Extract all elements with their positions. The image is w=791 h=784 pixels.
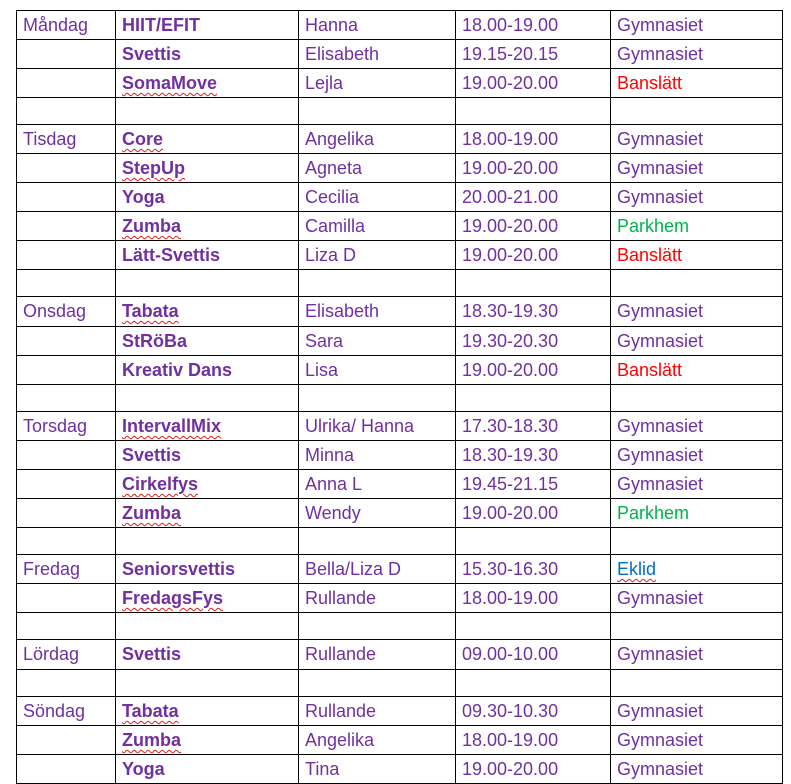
day-cell xyxy=(17,98,116,125)
leader-text: Sara xyxy=(305,331,344,351)
time-cell xyxy=(456,297,611,327)
day-cell xyxy=(17,154,116,183)
schedule-row xyxy=(17,613,783,640)
time-text: 19.00-20.00 xyxy=(462,759,559,779)
time-cell xyxy=(456,98,611,125)
day-cell xyxy=(17,412,116,441)
place-cell xyxy=(611,385,783,412)
schedule-row xyxy=(17,212,783,241)
day-cell xyxy=(17,697,116,726)
time-cell xyxy=(456,726,611,755)
activity-cell xyxy=(116,470,299,499)
activity-text: Seniorsvettis xyxy=(122,559,236,579)
leader-cell xyxy=(299,670,456,697)
schedule-row xyxy=(17,697,783,726)
place-text: Gymnasiet xyxy=(617,187,704,207)
time-cell xyxy=(456,555,611,584)
place-cell xyxy=(611,270,783,297)
place-text: Gymnasiet xyxy=(617,129,704,149)
activity-cell xyxy=(116,528,299,555)
activity-cell xyxy=(116,327,299,356)
schedule-row xyxy=(17,499,783,528)
place-cell xyxy=(611,441,783,470)
activity-text: Cirkelfys xyxy=(122,474,199,494)
day-cell xyxy=(17,640,116,670)
leader-cell xyxy=(299,697,456,726)
day-cell xyxy=(17,212,116,241)
activity-text: HIIT/EFIT xyxy=(122,15,200,35)
day-cell xyxy=(17,755,116,784)
time-cell xyxy=(456,613,611,640)
activity-cell xyxy=(116,69,299,98)
day-cell xyxy=(17,385,116,412)
schedule-row xyxy=(17,441,783,470)
day-cell xyxy=(17,69,116,98)
activity-text: Zumba xyxy=(122,503,182,523)
activity-cell xyxy=(116,125,299,154)
time-text: 18.00-19.00 xyxy=(462,588,559,608)
leader-cell xyxy=(299,241,456,270)
schedule-row xyxy=(17,528,783,555)
activity-cell xyxy=(116,241,299,270)
place-cell xyxy=(611,697,783,726)
leader-text: Rullande xyxy=(305,644,377,664)
leader-text: Rullande xyxy=(305,701,377,721)
time-text: 19.00-20.00 xyxy=(462,73,559,93)
place-cell xyxy=(611,755,783,784)
time-text: 17.30-18.30 xyxy=(462,416,559,436)
time-text: 19.00-20.00 xyxy=(462,503,559,523)
activity-cell xyxy=(116,613,299,640)
activity-cell xyxy=(116,183,299,212)
activity-cell xyxy=(116,697,299,726)
leader-text: Minna xyxy=(305,445,355,465)
activity-cell xyxy=(116,385,299,412)
schedule-row xyxy=(17,154,783,183)
time-text: 18.00-19.00 xyxy=(462,730,559,750)
place-text: Gymnasiet xyxy=(617,730,704,750)
activity-cell xyxy=(116,726,299,755)
day-cell xyxy=(17,356,116,385)
time-cell xyxy=(456,11,611,40)
leader-cell xyxy=(299,11,456,40)
day-cell xyxy=(17,125,116,154)
place-cell xyxy=(611,98,783,125)
leader-cell xyxy=(299,154,456,183)
schedule-row xyxy=(17,183,783,212)
leader-text: Agneta xyxy=(305,158,363,178)
day-cell xyxy=(17,40,116,69)
schedule-row xyxy=(17,270,783,297)
schedule-row xyxy=(17,385,783,412)
time-cell xyxy=(456,584,611,613)
leader-text: Rullande xyxy=(305,588,377,608)
leader-cell xyxy=(299,470,456,499)
leader-text: Cecilia xyxy=(305,187,360,207)
place-text: Parkhem xyxy=(617,503,690,523)
place-text: Gymnasiet xyxy=(617,445,704,465)
leader-cell xyxy=(299,385,456,412)
leader-cell xyxy=(299,356,456,385)
leader-text: Ulrika/ Hanna xyxy=(305,416,415,436)
time-cell xyxy=(456,125,611,154)
place-text: Parkhem xyxy=(617,216,690,236)
place-cell xyxy=(611,499,783,528)
leader-cell xyxy=(299,555,456,584)
activity-cell xyxy=(116,755,299,784)
activity-text: Yoga xyxy=(122,759,165,779)
place-cell xyxy=(611,470,783,499)
time-text: 19.30-20.30 xyxy=(462,331,559,351)
day-text: Måndag xyxy=(23,15,89,35)
place-cell xyxy=(611,69,783,98)
activity-text: Svettis xyxy=(122,44,182,64)
leader-text: Angelika xyxy=(305,730,375,750)
time-cell xyxy=(456,470,611,499)
time-text: 19.00-20.00 xyxy=(462,216,559,236)
activity-cell xyxy=(116,670,299,697)
schedule-row xyxy=(17,11,783,40)
activity-text: Tabata xyxy=(122,701,179,721)
time-cell xyxy=(456,697,611,726)
leader-cell xyxy=(299,441,456,470)
activity-cell xyxy=(116,40,299,69)
place-cell xyxy=(611,125,783,154)
day-cell xyxy=(17,499,116,528)
activity-text: StRöBa xyxy=(122,331,188,351)
day-cell xyxy=(17,441,116,470)
place-text: Gymnasiet xyxy=(617,474,704,494)
leader-text: Bella/Liza D xyxy=(305,559,402,579)
activity-cell xyxy=(116,98,299,125)
leader-cell xyxy=(299,613,456,640)
day-cell xyxy=(17,470,116,499)
schedule-row xyxy=(17,241,783,270)
activity-cell xyxy=(116,584,299,613)
time-text: 19.00-20.00 xyxy=(462,360,559,380)
place-text: Banslätt xyxy=(617,245,683,265)
leader-text: Elisabeth xyxy=(305,301,380,321)
place-text: Gymnasiet xyxy=(617,644,704,664)
leader-cell xyxy=(299,327,456,356)
place-cell xyxy=(611,528,783,555)
place-cell xyxy=(611,613,783,640)
place-text: Gymnasiet xyxy=(617,588,704,608)
activity-cell xyxy=(116,212,299,241)
time-text: 19.00-20.00 xyxy=(462,158,559,178)
leader-text: Lisa xyxy=(305,360,339,380)
leader-cell xyxy=(299,212,456,241)
activity-text: SomaMove xyxy=(122,73,218,93)
leader-cell xyxy=(299,528,456,555)
leader-cell xyxy=(299,183,456,212)
leader-text: Hanna xyxy=(305,15,359,35)
day-text: Fredag xyxy=(23,559,81,579)
activity-text: Lätt-Svettis xyxy=(122,245,221,265)
place-text: Gymnasiet xyxy=(617,759,704,779)
time-text: 20.00-21.00 xyxy=(462,187,559,207)
leader-cell xyxy=(299,499,456,528)
activity-cell xyxy=(116,297,299,327)
leader-cell xyxy=(299,98,456,125)
activity-cell xyxy=(116,555,299,584)
activity-text: StepUp xyxy=(122,158,185,178)
activity-text: Zumba xyxy=(122,730,182,750)
activity-cell xyxy=(116,499,299,528)
day-cell xyxy=(17,327,116,356)
leader-cell xyxy=(299,412,456,441)
schedule-row xyxy=(17,327,783,356)
schedule-row xyxy=(17,356,783,385)
place-cell xyxy=(611,327,783,356)
place-text: Gymnasiet xyxy=(617,701,704,721)
leader-text: Wendy xyxy=(305,503,361,523)
time-text: 18.30-19.30 xyxy=(462,445,559,465)
place-cell xyxy=(611,212,783,241)
leader-cell xyxy=(299,40,456,69)
schedule-row xyxy=(17,584,783,613)
place-cell xyxy=(611,640,783,670)
leader-text: Tina xyxy=(305,759,340,779)
place-text: Gymnasiet xyxy=(617,416,704,436)
place-cell xyxy=(611,11,783,40)
leader-cell xyxy=(299,69,456,98)
day-cell xyxy=(17,584,116,613)
place-text: Gymnasiet xyxy=(617,44,704,64)
time-text: 18.00-19.00 xyxy=(462,129,559,149)
place-cell xyxy=(611,356,783,385)
schedule-row xyxy=(17,297,783,327)
leader-text: Angelika xyxy=(305,129,375,149)
leader-cell xyxy=(299,584,456,613)
time-cell xyxy=(456,183,611,212)
activity-text: Tabata xyxy=(122,301,179,321)
leader-cell xyxy=(299,726,456,755)
activity-cell xyxy=(116,640,299,670)
time-cell xyxy=(456,212,611,241)
schedule-row xyxy=(17,726,783,755)
time-text: 15.30-16.30 xyxy=(462,559,559,579)
place-text: Eklid xyxy=(617,559,657,579)
activity-cell xyxy=(116,412,299,441)
leader-text: Anna L xyxy=(305,474,363,494)
day-cell xyxy=(17,11,116,40)
time-cell xyxy=(456,528,611,555)
day-text: Torsdag xyxy=(23,416,88,436)
activity-cell xyxy=(116,356,299,385)
time-cell xyxy=(456,356,611,385)
time-cell xyxy=(456,40,611,69)
place-cell xyxy=(611,584,783,613)
day-cell xyxy=(17,555,116,584)
day-text: Lördag xyxy=(23,644,80,664)
place-cell xyxy=(611,154,783,183)
day-cell xyxy=(17,726,116,755)
schedule-row xyxy=(17,98,783,125)
leader-cell xyxy=(299,755,456,784)
schedule-row xyxy=(17,755,783,784)
place-cell xyxy=(611,297,783,327)
day-cell xyxy=(17,270,116,297)
time-text: 18.00-19.00 xyxy=(462,15,559,35)
schedule-table xyxy=(16,10,783,784)
activity-cell xyxy=(116,11,299,40)
time-cell xyxy=(456,241,611,270)
day-cell xyxy=(17,613,116,640)
leader-cell xyxy=(299,270,456,297)
time-text: 19.15-20.15 xyxy=(462,44,559,64)
activity-text: FredagsFys xyxy=(122,588,224,608)
place-cell xyxy=(611,40,783,69)
activity-cell xyxy=(116,441,299,470)
time-cell xyxy=(456,270,611,297)
place-text: Banslätt xyxy=(617,360,683,380)
schedule-row xyxy=(17,470,783,499)
day-cell xyxy=(17,528,116,555)
schedule-row xyxy=(17,125,783,154)
time-text: 18.30-19.30 xyxy=(462,301,559,321)
leader-cell xyxy=(299,640,456,670)
time-text: 19.00-20.00 xyxy=(462,245,559,265)
time-text: 19.45-21.15 xyxy=(462,474,559,494)
leader-text: Elisabeth xyxy=(305,44,380,64)
day-cell xyxy=(17,297,116,327)
activity-text: Yoga xyxy=(122,187,165,207)
day-cell xyxy=(17,670,116,697)
time-cell xyxy=(456,755,611,784)
day-text: Onsdag xyxy=(23,301,87,321)
schedule-row xyxy=(17,412,783,441)
time-cell xyxy=(456,69,611,98)
activity-text: Svettis xyxy=(122,445,182,465)
activity-cell xyxy=(116,154,299,183)
place-text: Gymnasiet xyxy=(617,331,704,351)
leader-text: Lejla xyxy=(305,73,344,93)
leader-cell xyxy=(299,125,456,154)
activity-text: Core xyxy=(122,129,164,149)
day-cell xyxy=(17,241,116,270)
time-cell xyxy=(456,412,611,441)
place-cell xyxy=(611,726,783,755)
day-cell xyxy=(17,183,116,212)
time-cell xyxy=(456,670,611,697)
time-text: 09.30-10.30 xyxy=(462,701,559,721)
time-cell xyxy=(456,385,611,412)
place-text: Gymnasiet xyxy=(617,15,704,35)
place-cell xyxy=(611,183,783,212)
time-cell xyxy=(456,499,611,528)
place-text: Banslätt xyxy=(617,73,683,93)
place-cell xyxy=(611,670,783,697)
activity-text: Kreativ Dans xyxy=(122,360,233,380)
leader-cell xyxy=(299,297,456,327)
time-cell xyxy=(456,154,611,183)
schedule-body xyxy=(17,11,783,784)
schedule-row xyxy=(17,555,783,584)
day-text: Tisdag xyxy=(23,129,77,149)
schedule-row xyxy=(17,40,783,69)
day-text: Söndag xyxy=(23,701,86,721)
schedule-row xyxy=(17,640,783,670)
leader-text: Liza D xyxy=(305,245,357,265)
time-cell xyxy=(456,441,611,470)
schedule-row xyxy=(17,69,783,98)
place-cell xyxy=(611,555,783,584)
time-cell xyxy=(456,327,611,356)
place-cell xyxy=(611,241,783,270)
place-cell xyxy=(611,412,783,441)
leader-text: Camilla xyxy=(305,216,366,236)
time-text: 09.00-10.00 xyxy=(462,644,559,664)
activity-text: Zumba xyxy=(122,216,182,236)
time-cell xyxy=(456,640,611,670)
place-text: Gymnasiet xyxy=(617,301,704,321)
activity-text: Svettis xyxy=(122,644,182,664)
schedule-row xyxy=(17,670,783,697)
activity-cell xyxy=(116,270,299,297)
place-text: Gymnasiet xyxy=(617,158,704,178)
activity-text: IntervallMix xyxy=(122,416,222,436)
